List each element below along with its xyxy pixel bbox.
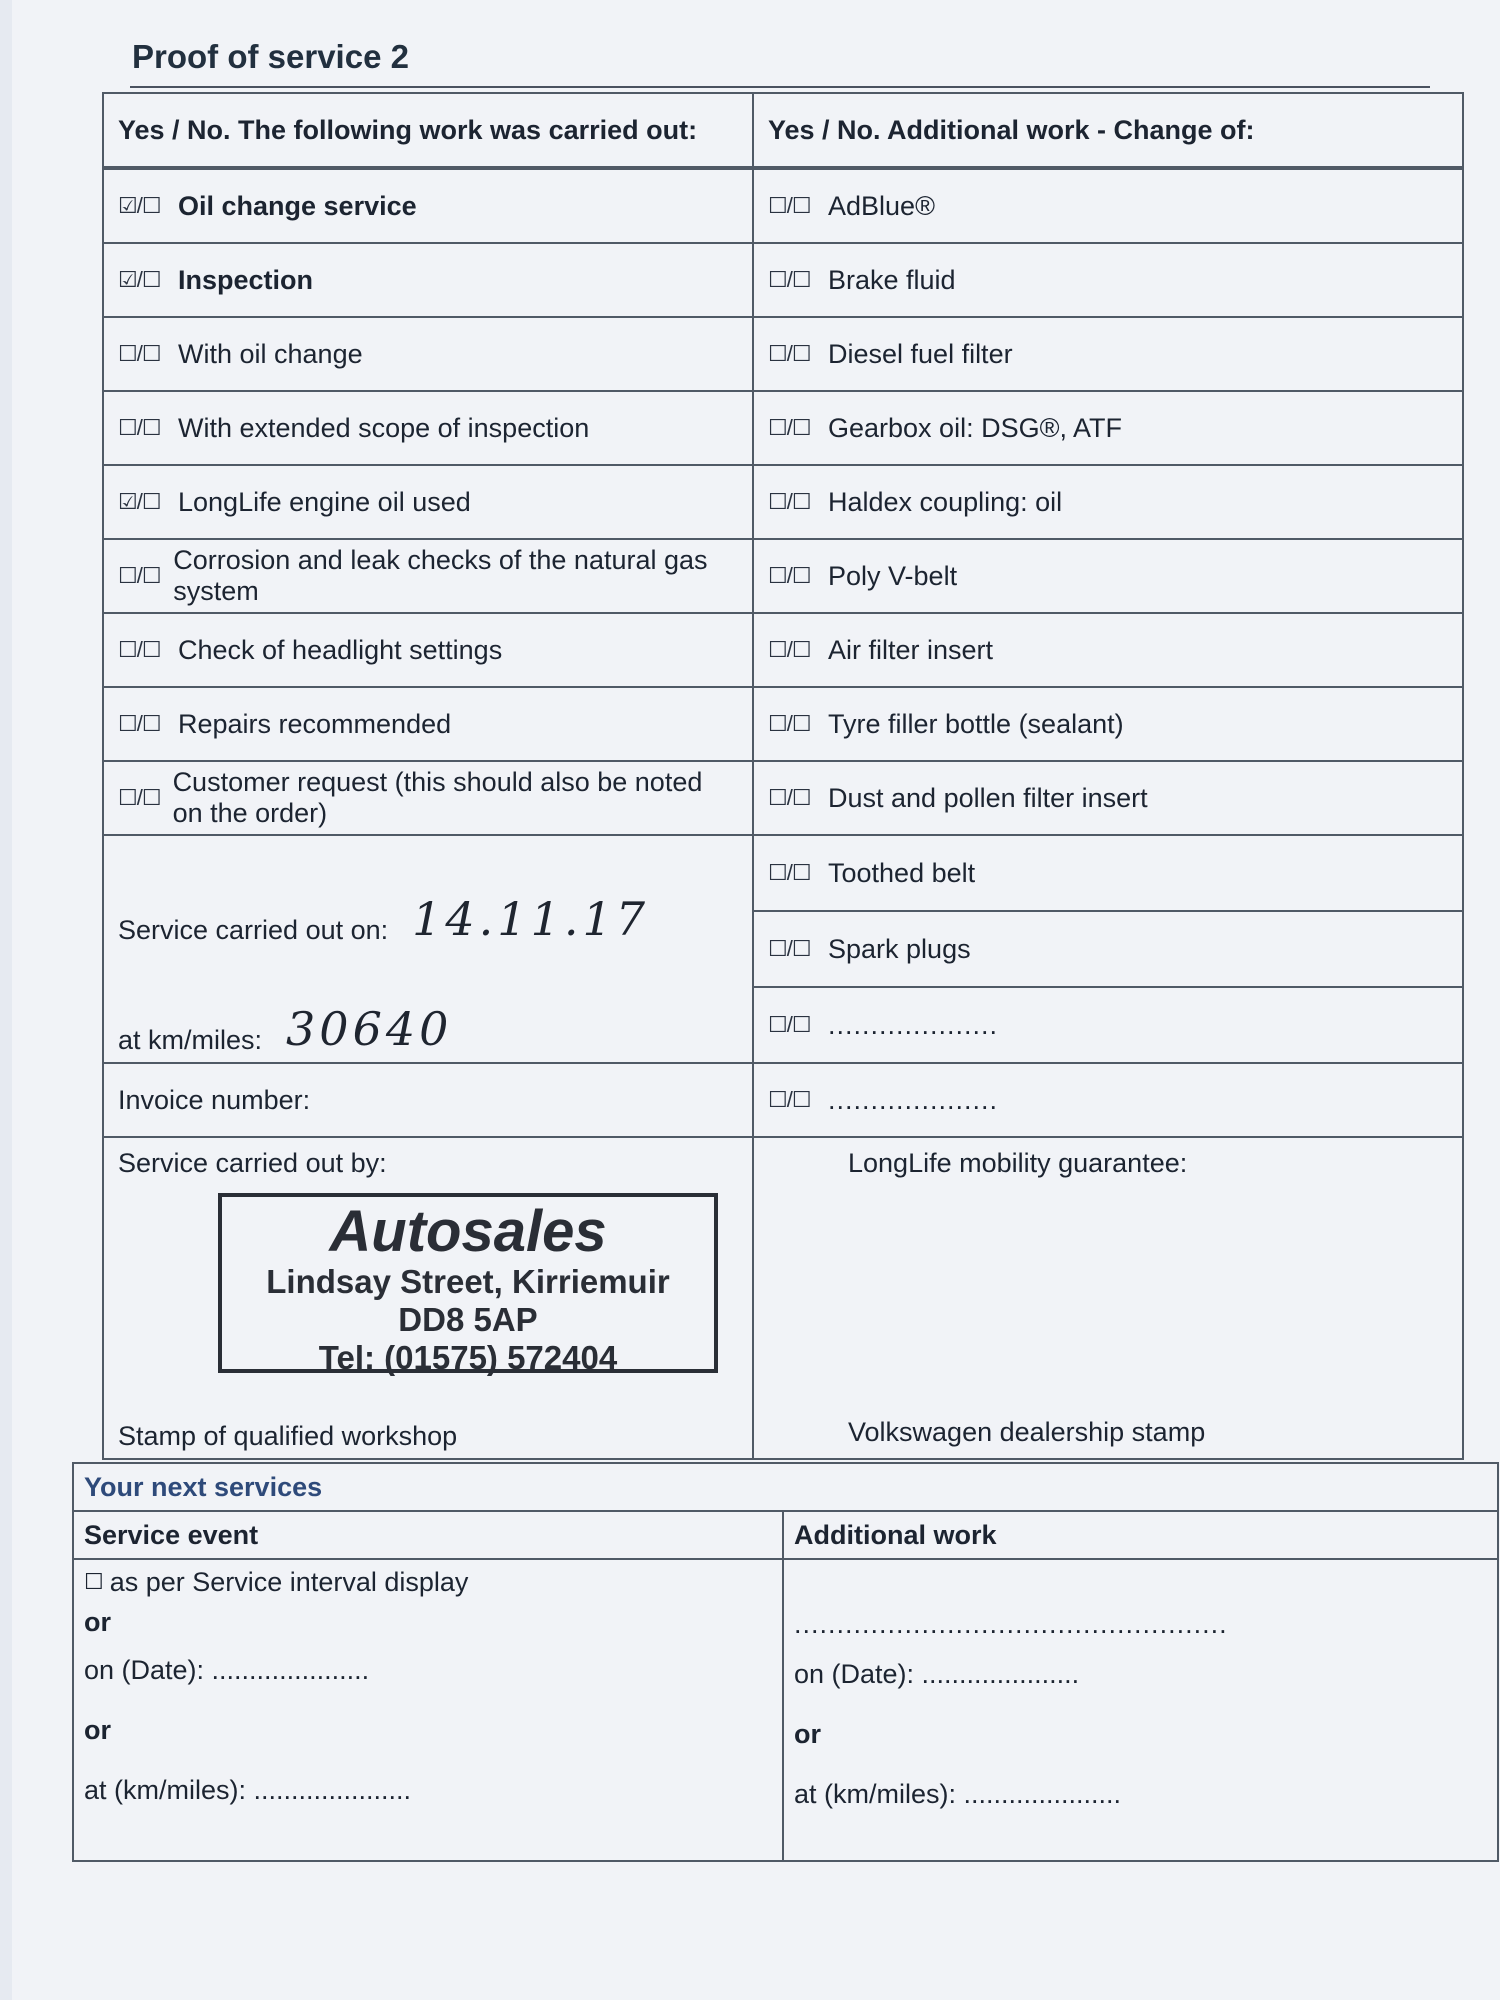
yes-no-checkbox[interactable]: ☐/☐ xyxy=(768,415,811,440)
additional-work-item xyxy=(753,835,1463,911)
yes-no-checkbox[interactable]: ☐/☐ xyxy=(768,1012,811,1037)
service-date-label: Service carried out on: xyxy=(118,915,389,945)
yes-no-checkbox[interactable]: ☐/☐ xyxy=(118,415,161,440)
work-item-label: Oil change service xyxy=(178,190,417,221)
left-column-header: Yes / No. The following work was carried out: xyxy=(103,93,753,168)
work-item-label: Corrosion and leak checks of the natural gas system xyxy=(173,545,708,606)
additional-work-item xyxy=(753,911,1463,987)
additional-work-item xyxy=(753,613,1463,687)
work-item-label: With extended scope of inspection xyxy=(178,412,590,443)
service-event-cell xyxy=(73,1559,783,1861)
additional-km-field[interactable]: at (km/miles): ..................... xyxy=(794,1778,1122,1809)
stamp-postcode: DD8 5AP xyxy=(398,1301,538,1338)
yes-no-checkbox[interactable]: ☐/☐ xyxy=(768,711,811,736)
work-item-label: LongLife engine oil used xyxy=(178,486,471,517)
stamp-business-name: Autosales xyxy=(329,1199,607,1264)
additional-work-item xyxy=(753,687,1463,761)
additional-work-label: Gearbox oil: DSG®, ATF xyxy=(828,412,1122,443)
yes-no-checkbox[interactable]: ☑/☐ xyxy=(118,193,161,218)
additional-work-label: Tyre filler bottle (sealant) xyxy=(828,708,1124,739)
work-item xyxy=(103,539,753,613)
additional-work-label: .................... xyxy=(828,1084,999,1115)
interval-option-label: as per Service interval display xyxy=(109,1566,469,1597)
work-item-label: With oil change xyxy=(178,338,363,369)
work-item xyxy=(103,613,753,687)
yes-no-checkbox[interactable]: ☐/☐ xyxy=(118,711,161,736)
additional-work-label: Dust and pollen filter insert xyxy=(828,782,1148,813)
additional-work-item xyxy=(753,243,1463,317)
work-item-label: Inspection xyxy=(178,264,314,295)
work-item xyxy=(103,687,753,761)
title-divider xyxy=(130,86,1430,88)
service-book-page xyxy=(12,0,1500,2000)
yes-no-checkbox[interactable]: ☐/☐ xyxy=(768,637,811,662)
additional-work-blank[interactable]: ................................................... xyxy=(794,1608,1228,1639)
yes-no-checkbox[interactable]: ☐/☐ xyxy=(768,1087,811,1112)
next-services-title: Your next services xyxy=(73,1463,1498,1511)
proof-of-service-table xyxy=(102,92,1464,1460)
or-label: or xyxy=(794,1718,821,1749)
service-date-value[interactable]: 14.11.17 xyxy=(412,892,649,946)
yes-no-checkbox[interactable]: ☑/☐ xyxy=(118,489,161,514)
work-item xyxy=(103,317,753,391)
work-item xyxy=(103,168,753,243)
yes-no-checkbox[interactable]: ☐/☐ xyxy=(118,341,161,366)
additional-work-cell xyxy=(783,1559,1498,1861)
additional-work-label: Air filter insert xyxy=(828,634,994,665)
guarantee-cell xyxy=(753,1137,1463,1459)
km-label: at km/miles: xyxy=(118,1025,263,1055)
additional-work-item xyxy=(753,761,1463,835)
additional-work-label: .................... xyxy=(828,1009,999,1040)
page-title: Proof of service 2 xyxy=(132,38,409,75)
yes-no-checkbox[interactable]: ☐/☐ xyxy=(768,860,811,885)
additional-work-header: Additional work xyxy=(783,1511,1498,1559)
yes-no-checkbox[interactable]: ☐/☐ xyxy=(768,936,811,961)
additional-work-label: Diesel fuel filter xyxy=(828,338,1013,369)
interval-checkbox[interactable]: ☐ xyxy=(84,1569,104,1594)
work-item xyxy=(103,465,753,539)
carried-out-by-label: Service carried out by: xyxy=(118,1148,387,1178)
work-item xyxy=(103,391,753,465)
work-item-label: Check of headlight settings xyxy=(178,634,503,665)
yes-no-checkbox[interactable]: ☐/☐ xyxy=(118,637,161,662)
additional-work-item xyxy=(753,1063,1463,1137)
dealership-stamp-caption: Volkswagen dealership stamp xyxy=(848,1417,1206,1447)
stamp-telephone: Tel: (01575) 572404 xyxy=(318,1339,618,1376)
yes-no-checkbox[interactable]: ☐/☐ xyxy=(768,267,811,292)
yes-no-checkbox[interactable]: ☐/☐ xyxy=(118,563,161,588)
additional-work-label: Toothed belt xyxy=(828,857,976,888)
additional-work-item xyxy=(753,465,1463,539)
stamp-caption: Stamp of qualified workshop xyxy=(118,1421,458,1451)
additional-date-field[interactable]: on (Date): ..................... xyxy=(794,1658,1080,1689)
yes-no-checkbox[interactable]: ☐/☐ xyxy=(768,341,811,366)
work-item xyxy=(103,761,753,835)
stamp-street: Lindsay Street, Kirriemuir xyxy=(266,1263,670,1300)
additional-work-label: Haldex coupling: oil xyxy=(828,486,1063,517)
additional-work-item xyxy=(753,539,1463,613)
yes-no-checkbox[interactable]: ☐/☐ xyxy=(768,785,811,810)
yes-no-checkbox[interactable]: ☐/☐ xyxy=(768,489,811,514)
next-km-field[interactable]: at (km/miles): ..................... xyxy=(84,1774,412,1805)
next-date-field[interactable]: on (Date): ..................... xyxy=(84,1654,370,1685)
service-rows xyxy=(103,168,1463,1459)
yes-no-checkbox[interactable]: ☑/☐ xyxy=(118,267,161,292)
yes-no-checkbox[interactable]: ☐/☐ xyxy=(768,193,811,218)
additional-work-item xyxy=(753,317,1463,391)
additional-work-label: Spark plugs xyxy=(828,933,971,964)
or-label: or xyxy=(84,1714,111,1745)
or-label: or xyxy=(84,1606,111,1637)
service-date-km-cell xyxy=(103,835,753,1063)
additional-work-item xyxy=(753,391,1463,465)
yes-no-checkbox[interactable]: ☐/☐ xyxy=(118,785,161,810)
right-column-header: Yes / No. Additional work - Change of: xyxy=(753,93,1463,168)
additional-work-item xyxy=(753,168,1463,243)
additional-work-item xyxy=(753,987,1463,1063)
work-item xyxy=(103,243,753,317)
work-item-label: Repairs recommended xyxy=(178,708,452,739)
work-item-label: Customer request (this should also be noted on the order) xyxy=(172,767,703,828)
workshop-stamp-cell xyxy=(103,1137,753,1459)
invoice-label: Invoice number: xyxy=(118,1084,311,1115)
yes-no-checkbox[interactable]: ☐/☐ xyxy=(768,563,811,588)
invoice-number-field[interactable] xyxy=(103,1063,753,1137)
service-event-header: Service event xyxy=(73,1511,783,1559)
guarantee-label: LongLife mobility guarantee: xyxy=(848,1148,1188,1178)
additional-work-label: Brake fluid xyxy=(828,264,956,295)
workshop-stamp xyxy=(218,1193,718,1376)
km-value[interactable]: 30640 xyxy=(286,1002,453,1056)
additional-work-label: AdBlue® xyxy=(828,190,935,221)
next-services-table xyxy=(72,1462,1499,1862)
additional-work-label: Poly V-belt xyxy=(828,560,958,591)
